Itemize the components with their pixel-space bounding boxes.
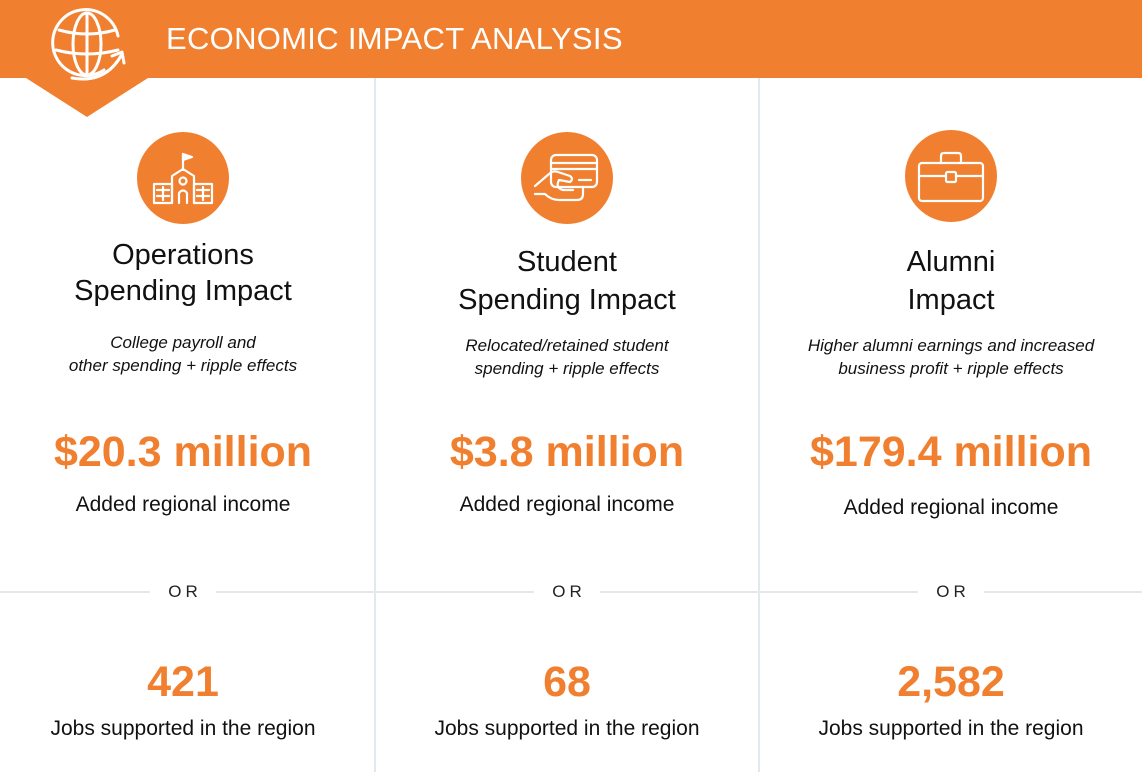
jobs-value: 421	[147, 658, 219, 706]
briefcase-icon	[905, 130, 997, 222]
income-value: $20.3 million	[53, 428, 313, 476]
hand-credit-card-icon	[521, 132, 613, 224]
income-label: Added regional income	[75, 493, 291, 516]
income-value: $3.8 million	[449, 428, 685, 476]
column-title-line1: Operations	[112, 239, 254, 271]
income-label: Added regional income	[843, 496, 1059, 519]
or-separator-label	[0, 582, 366, 602]
jobs-value: 68	[543, 658, 591, 706]
column-description-line1: College payroll and	[110, 333, 256, 352]
or-separator-label	[376, 582, 758, 602]
jobs-label: Jobs supported in the region	[818, 717, 1084, 740]
column-title-line2: Impact	[907, 284, 995, 316]
student-spending-column	[376, 78, 758, 772]
column-description-line2: spending + ripple effects	[474, 359, 660, 378]
income-label: Added regional income	[459, 493, 675, 516]
column-description-line1: Higher alumni earnings and increased	[807, 336, 1095, 355]
column-title-line1: Student	[517, 246, 617, 278]
or-text: OR	[918, 582, 984, 601]
column-description-line2: business profit + ripple effects	[838, 359, 1064, 378]
column-description-line1: Relocated/retained student	[465, 336, 669, 355]
income-value: $179.4 million	[809, 428, 1093, 476]
column-title-line2: Spending Impact	[458, 284, 676, 316]
or-separator-label	[760, 582, 1142, 602]
jobs-label: Jobs supported in the region	[434, 717, 700, 740]
column-title-line2: Spending Impact	[74, 275, 292, 307]
school-building-icon	[137, 132, 229, 224]
jobs-label: Jobs supported in the region	[50, 717, 316, 740]
column-title-line1: Alumni	[906, 246, 996, 278]
or-text: OR	[150, 582, 216, 601]
or-text: OR	[534, 582, 600, 601]
operations-spending-column	[0, 78, 366, 772]
jobs-value: 2,582	[897, 658, 1005, 706]
column-description-line2: other spending + ripple effects	[68, 356, 298, 375]
alumni-impact-column	[760, 78, 1142, 772]
page-title: ECONOMIC IMPACT ANALYSIS	[166, 21, 623, 56]
